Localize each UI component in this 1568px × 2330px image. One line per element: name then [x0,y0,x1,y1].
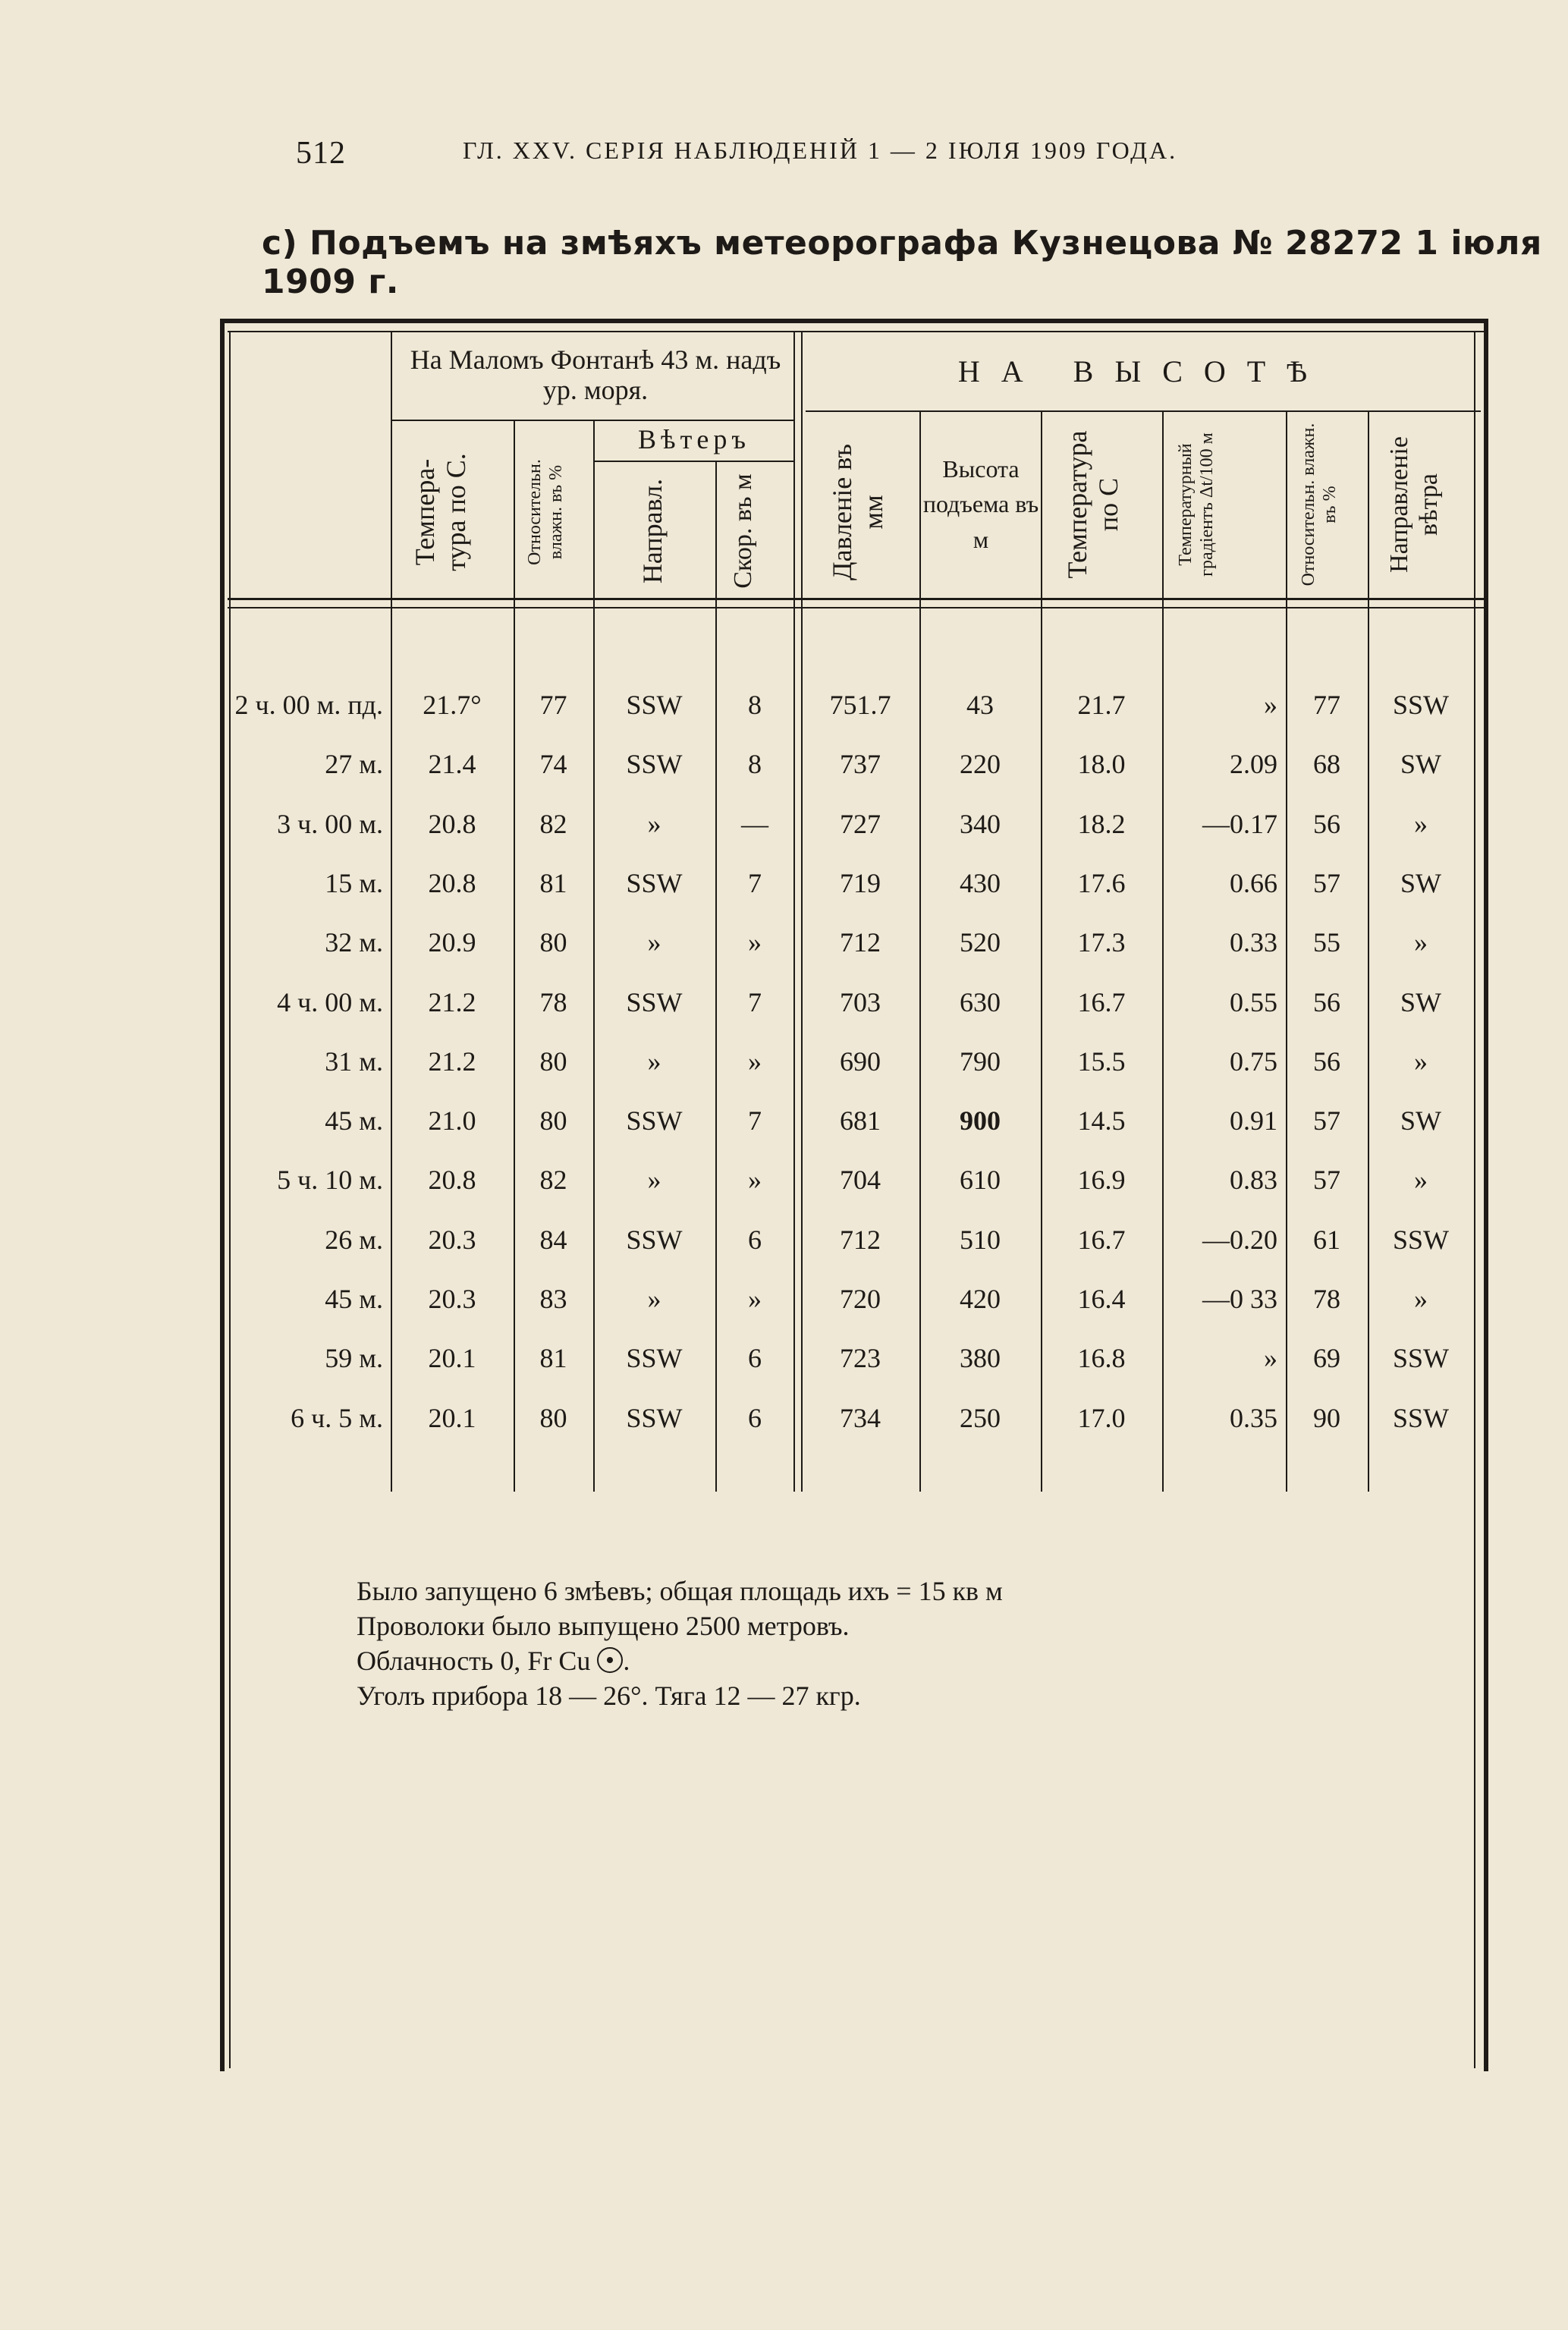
cell-alt-wind-dir: » [1414,927,1428,957]
header-rule [228,598,1487,600]
group-divider [793,331,803,1492]
cell-alt-temp: 15.5 [1077,1046,1126,1077]
cell-alt-humidity: 68 [1313,749,1340,779]
cell-height: 420 [960,1284,1001,1314]
cell-ground-wind-dir: SSW [626,1403,683,1433]
cell-time: 5 ч. 10 м. [277,1165,383,1195]
cell-alt-humidity: 78 [1313,1284,1340,1314]
ground-group-rule [391,420,793,421]
cell-pressure: 681 [840,1105,881,1136]
cell-pressure: 734 [840,1403,881,1433]
note-angle-tension: Уголъ прибора 18 — 26°. Тяга 12 — 27 кгр. [357,1681,861,1711]
cell-height: 520 [960,927,1001,957]
cell-gradient: » [1264,1343,1277,1373]
cell-pressure: 704 [840,1165,881,1195]
note-cloudiness [357,1643,1003,1678]
cell-gradient: —0 33 [1202,1284,1277,1314]
cell-ground-temp: 20.8 [428,868,476,898]
table-border-top-inner [228,331,1487,332]
table-border-right-inner [1474,331,1475,2068]
cell-alt-humidity: 56 [1313,809,1340,839]
cell-alt-temp: 14.5 [1077,1105,1126,1136]
cell-ground-wind-speed: » [748,927,762,957]
cell-alt-temp: 21.7 [1077,690,1126,720]
cell-ground-humidity: 81 [539,868,567,898]
cell-ground-wind-dir: SSW [626,1105,683,1136]
table-border-right [1484,319,1488,2071]
cell-alt-wind-dir: » [1414,1284,1428,1314]
cell-pressure: 751.7 [829,690,891,720]
cell-ground-wind-speed: — [741,809,768,839]
col-header-ground-temp: Темпера- тура по С. [410,453,472,571]
cell-time: 27 м. [325,749,383,779]
cell-gradient: 0.55 [1230,987,1277,1017]
cell-time: 59 м. [325,1343,383,1373]
cell-time: 45 м. [325,1284,383,1314]
cell-ground-wind-dir: » [647,927,661,957]
cell-alt-temp: 17.0 [1077,1403,1126,1433]
cell-alt-temp: 18.2 [1077,809,1126,839]
cell-pressure: 690 [840,1046,881,1077]
cell-ground-wind-dir: » [647,1284,661,1314]
note-cloudiness-end: . [623,1646,630,1676]
cell-pressure: 737 [840,749,881,779]
cell-ground-humidity: 81 [539,1343,567,1373]
cell-alt-wind-dir: SSW [1392,1343,1450,1373]
cell-ground-wind-speed: » [748,1165,762,1195]
cell-height: 220 [960,749,1001,779]
cell-ground-wind-dir: SSW [626,1225,683,1255]
cell-ground-humidity: 80 [539,1403,567,1433]
cell-ground-wind-dir: SSW [626,868,683,898]
cell-alt-humidity: 69 [1313,1343,1340,1373]
cell-alt-humidity: 57 [1313,1165,1340,1195]
sun-symbol-icon [597,1647,623,1673]
cell-height: 790 [960,1046,1001,1077]
notes [357,1574,1003,1713]
cell-ground-temp: 21.2 [428,1046,476,1077]
cell-time: 15 м. [325,868,383,898]
cell-ground-wind-speed: 6 [748,1225,762,1255]
cell-time: 2 ч. 00 м. пд. [234,690,383,720]
cell-height: 430 [960,868,1001,898]
header-rule-inner [228,607,1487,608]
cell-ground-temp: 21.0 [428,1105,476,1136]
cell-pressure: 727 [840,809,881,839]
cell-ground-wind-speed: 7 [748,868,762,898]
cell-pressure: 723 [840,1343,881,1373]
note-kites: Было запущено 6 змѣевъ; общая площадь ихъ = 15 кв м [357,1576,1003,1606]
table-border-left [220,319,225,2071]
cell-alt-temp: 16.7 [1077,1225,1126,1255]
cell-alt-humidity: 77 [1313,690,1340,720]
cell-alt-wind-dir: SW [1400,749,1441,779]
cell-ground-humidity: 83 [539,1284,567,1314]
cell-alt-wind-dir: » [1414,1046,1428,1077]
cell-alt-humidity: 90 [1313,1403,1340,1433]
cell-height: 510 [960,1225,1001,1255]
cell-pressure: 719 [840,868,881,898]
cell-alt-wind-dir: SW [1400,987,1441,1017]
cell-ground-temp: 21.4 [428,749,476,779]
cell-alt-temp: 16.8 [1077,1343,1126,1373]
cell-gradient: —0.20 [1202,1225,1277,1255]
ground-group-header: На Маломъ Фонтанѣ 43 м. надъ ур. моря. [410,344,781,405]
col-header-ground-humidity: Относительн. влажн. въ % [525,459,566,565]
cell-gradient: 0.33 [1230,927,1277,957]
col-header-alt-wind-dir: Направленіе вѣтра [1385,436,1444,573]
cell-height: 340 [960,809,1001,839]
cell-ground-wind-dir: SSW [626,690,683,720]
cell-gradient: 0.91 [1230,1105,1277,1136]
cell-ground-wind-dir: SSW [626,987,683,1017]
cell-alt-wind-dir: » [1414,809,1428,839]
cell-ground-humidity: 78 [539,987,567,1017]
cell-alt-wind-dir: SSW [1392,690,1450,720]
cell-ground-temp: 20.3 [428,1225,476,1255]
cell-time: 6 ч. 5 м. [291,1403,383,1433]
cell-ground-temp: 20.1 [428,1403,476,1433]
col-header-ground-wind-speed: Скор. въ м [729,473,757,589]
cell-height: 250 [960,1403,1001,1433]
col-header-gradient: Температурный градіентъ Δt/100 м [1176,432,1217,577]
cell-ground-wind-dir: SSW [626,1343,683,1373]
cell-alt-wind-dir: SW [1400,1105,1441,1136]
page-number: 512 [296,136,346,171]
cell-ground-wind-speed: 6 [748,1403,762,1433]
cell-alt-humidity: 56 [1313,987,1340,1017]
cell-gradient: 0.83 [1230,1165,1277,1195]
cell-alt-temp: 17.6 [1077,868,1126,898]
cell-ground-humidity: 74 [539,749,567,779]
cell-height: 900 [960,1105,1001,1136]
running-head: ГЛ. XXV. СЕРІЯ НАБЛЮДЕНІЙ 1 — 2 ІЮЛЯ 1909 ГОДА. [463,137,1178,164]
cell-ground-temp: 20.8 [428,1165,476,1195]
cell-alt-wind-dir: SSW [1392,1403,1450,1433]
cell-time: 4 ч. 00 м. [277,987,383,1017]
cell-alt-humidity: 57 [1313,868,1340,898]
col-divider [391,331,392,1492]
cell-pressure: 712 [840,1225,881,1255]
cell-time: 32 м. [325,927,383,957]
note-wire: Проволоки было выпущено 2500 метровъ. [357,1611,850,1641]
cell-ground-temp: 21.2 [428,987,476,1017]
cell-height: 43 [966,690,994,720]
cell-ground-humidity: 82 [539,809,567,839]
table-border-left-inner [229,331,231,2068]
altitude-group-rule [806,410,1481,412]
cell-ground-wind-speed: » [748,1284,762,1314]
table-border-top [220,319,1487,323]
cell-alt-temp: 16.9 [1077,1165,1126,1195]
cell-gradient: —0.17 [1202,809,1277,839]
cell-alt-temp: 16.4 [1077,1284,1126,1314]
section-title: c) Подъемъ на змѣяхъ метеорографа Кузнецова № 28272 1 іюля 1909 г. [262,224,1542,301]
col-header-height: Высота подъема въ м [922,455,1039,553]
cell-alt-temp: 16.7 [1077,987,1126,1017]
cell-ground-wind-speed: 8 [748,749,762,779]
cell-ground-humidity: 84 [539,1225,567,1255]
cell-ground-temp: 20.1 [428,1343,476,1373]
cell-gradient: 0.66 [1230,868,1277,898]
cell-height: 610 [960,1165,1001,1195]
cell-gradient: » [1264,690,1277,720]
cell-ground-temp: 20.8 [428,809,476,839]
wind-group-header: Вѣтеръ [638,424,750,454]
cell-ground-humidity: 82 [539,1165,567,1195]
cell-ground-temp: 20.3 [428,1284,476,1314]
cell-time: 3 ч. 00 м. [277,809,383,839]
cell-ground-wind-dir: SSW [626,749,683,779]
cell-ground-wind-speed: 6 [748,1343,762,1373]
col-header-alt-humidity: Относительн. влажн. въ % [1299,423,1340,586]
cell-ground-humidity: 80 [539,1105,567,1136]
cell-ground-humidity: 80 [539,927,567,957]
cell-ground-temp: 20.9 [428,927,476,957]
cell-time: 31 м. [325,1046,383,1077]
cell-alt-wind-dir: » [1414,1165,1428,1195]
col-header-ground-wind-dir: Направл. [637,478,668,584]
cell-alt-temp: 17.3 [1077,927,1126,957]
cell-ground-wind-dir: » [647,809,661,839]
col-divider [715,461,717,1492]
cell-ground-wind-speed: 7 [748,1105,762,1136]
cell-ground-wind-dir: » [647,1165,661,1195]
cell-ground-temp: 21.7° [423,690,482,720]
cell-gradient: 0.35 [1230,1403,1277,1433]
cell-gradient: 0.75 [1230,1046,1277,1077]
cell-time: 45 м. [325,1105,383,1136]
cell-time: 26 м. [325,1225,383,1255]
col-header-alt-temp: Температура по С [1062,430,1124,579]
col-header-pressure: Давленіе въ мм [827,444,889,580]
cell-height: 630 [960,987,1001,1017]
cell-gradient: 2.09 [1230,749,1277,779]
cell-alt-wind-dir: SW [1400,868,1441,898]
cell-alt-temp: 18.0 [1077,749,1126,779]
cell-ground-wind-speed: 8 [748,690,762,720]
wind-group-rule [593,461,793,462]
cell-pressure: 703 [840,987,881,1017]
cell-ground-wind-speed: » [748,1046,762,1077]
cell-alt-humidity: 56 [1313,1046,1340,1077]
note-cloudiness-text: Облачность 0, Fr Cu [357,1646,591,1676]
cell-ground-wind-dir: » [647,1046,661,1077]
cell-pressure: 712 [840,927,881,957]
cell-ground-humidity: 80 [539,1046,567,1077]
cell-pressure: 720 [840,1284,881,1314]
cell-alt-wind-dir: SSW [1392,1225,1450,1255]
cell-ground-humidity: 77 [539,690,567,720]
altitude-group-header: НА ВЫСОТѢ [957,354,1329,388]
cell-alt-humidity: 55 [1313,927,1340,957]
cell-alt-humidity: 57 [1313,1105,1340,1136]
cell-height: 380 [960,1343,1001,1373]
cell-alt-humidity: 61 [1313,1225,1340,1255]
cell-ground-wind-speed: 7 [748,987,762,1017]
